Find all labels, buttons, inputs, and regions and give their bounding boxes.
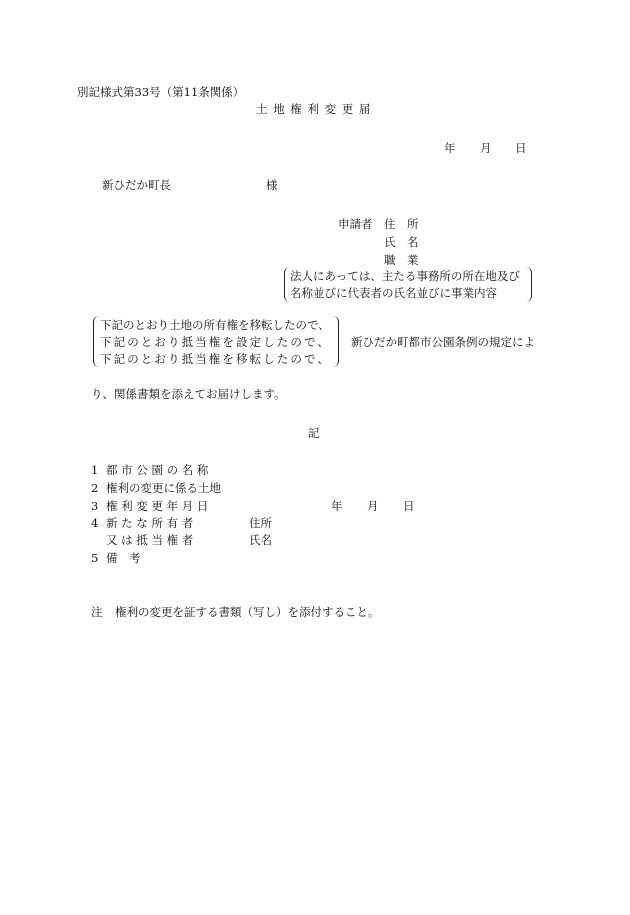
addressee-honorific: 様 [266,178,278,192]
date-month-label: 月 [480,141,492,155]
date-day-label: 日 [515,141,527,155]
item-2-number: 2 [91,481,99,495]
statement-option-3: 下記のとおり抵当権を移転したので、 [100,352,331,366]
item-4-name-label: 氏名 [249,533,272,547]
applicant-occupation-label: 職 業 [384,253,419,267]
corporation-note-line-2: 名称並びに代表者の氏名並びに事業内容 [290,286,497,300]
applicant-label: 申請者 [338,217,373,231]
item-3-day-label: 日 [403,499,415,513]
applicant-name-label: 氏 名 [384,235,419,249]
date-year-label: 年 [444,141,456,155]
item-4-number: 4 [91,516,99,530]
statement-continuation: 新ひだか町都市公園条例の規定によ [351,335,535,349]
form-number-label: 別記様式第33号（第11条関係） [77,85,245,99]
item-4-label: 新 た な 所 有 者 [106,516,194,530]
ki-heading: 記 [308,426,320,440]
item-3-year-label: 年 [331,499,343,513]
item-5-number: 5 [91,551,99,565]
addressee-name: 新ひだか町長 [102,178,171,192]
statement-option-2: 下記のとおり抵当権を設定したので、 [100,335,331,349]
corporation-note-line-1: 法人にあっては、主たる事務所の所在地及び [290,269,520,283]
item-3-label: 権 利 変 更 年 月 日 [106,499,209,513]
item-3-month-label: 月 [367,499,379,513]
item-5-label: 備 考 [106,551,141,565]
item-2-label: 権利の変更に係る土地 [106,481,221,495]
note-prefix: 注 [91,605,103,619]
item-3-number: 3 [91,499,99,513]
applicant-address-label: 住 所 [384,217,419,231]
document-title: 土 地 権 利 変 更 届 [256,102,372,116]
statement-option-1: 下記のとおり土地の所有権を移転したので、 [100,318,330,332]
item-1-label: 都 市 公 園 の 名 称 [106,463,209,477]
statement-second-line: り、関係書類を添えてお届けします。 [91,387,286,401]
item-1-number: 1 [91,463,99,477]
note-text: 権利の変更を証する書類（写し）を添付すること。 [115,605,380,619]
item-4-label-line-2: 又 は 抵 当 権 者 [106,533,194,547]
item-4-address-label: 住所 [249,516,272,530]
